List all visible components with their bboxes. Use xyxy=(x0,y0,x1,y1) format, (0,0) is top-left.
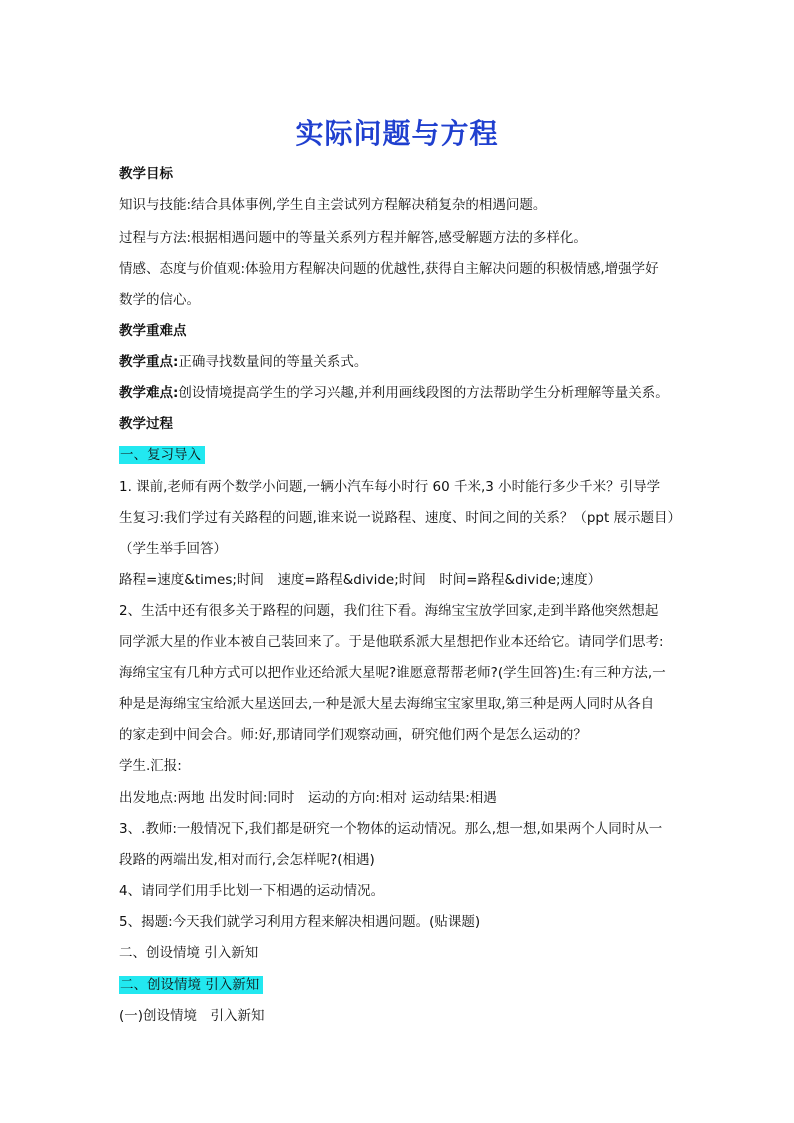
key-point xyxy=(119,353,689,371)
difficulty-point xyxy=(119,384,689,402)
p5-line: 5、揭题:今天我们就学习利用方程来解决相遇问题。(贴课题) xyxy=(119,914,481,930)
p1-line-2: 生复习:我们学过有关路程的问题,谁来说一说路程、速度、时间之间的关系？（ppt 展示题目） xyxy=(119,510,682,526)
goal-heading: 教学目标 xyxy=(119,166,173,182)
formula-line: 路程=速度&times;时间 速度=路程&divide;时间 时间=路程&divide;速度） xyxy=(119,572,602,588)
process-heading: 教学过程 xyxy=(119,416,173,432)
goal-process: 过程与方法:根据相遇问题中的等量关系列方程并解答,感受解题方法的多样化。 xyxy=(119,230,587,246)
document-title: 实际问题与方程 xyxy=(295,117,499,150)
difficulty-text: 创设情境提高学生的学习兴趣,并利用画线段图的方法帮助学生分析理解等量关系。 xyxy=(178,385,669,401)
p3-line-2: 段路的两端出发,相对而行,会怎样呢?(相遇) xyxy=(119,852,375,868)
goal-knowledge: 知识与技能:结合具体事例,学生自主尝试列方程解决稍复杂的相遇问题。 xyxy=(119,197,547,213)
key-point-label: 教学重点: xyxy=(119,354,179,370)
difficulty-label: 教学难点: xyxy=(119,385,179,401)
p1-line-1: 1. 课前,老师有两个数学小问题,一辆小汽车每小时行 60 千米,3 小时能行多少千米？引导学 xyxy=(119,479,661,495)
p2-line-1: 2、生活中还有很多关于路程的问题，我们往下看。海绵宝宝放学回家,走到半路他突然想起 xyxy=(119,603,659,619)
student-report: 学生.汇报: xyxy=(119,758,182,774)
part2-plain-heading: 二、创设情境 引入新知 xyxy=(119,945,259,961)
report-detail: 出发地点:两地 出发时间:同时 运动的方向:相对 运动结果:相遇 xyxy=(119,790,497,806)
p3-line-1: 3、.教师:一般情况下,我们都是研究一个物体的运动情况。那么,想一想,如果两个人同时从一 xyxy=(119,821,663,837)
part1-heading-row xyxy=(119,446,689,464)
part2-heading: 二、创设情境 引入新知 xyxy=(119,976,263,994)
part1-heading: 一、复习导入 xyxy=(119,446,205,464)
key-heading: 教学重难点 xyxy=(119,323,187,339)
p2-line-4: 种是是海绵宝宝给派大星送回去,一种是派大星去海绵宝宝家里取,第三种是两人同时从各自 xyxy=(119,696,655,712)
sub1-heading: (一)创设情境 引入新知 xyxy=(119,1008,265,1024)
part2-heading-row xyxy=(119,976,689,994)
p1-line-3: （学生举手回答） xyxy=(119,541,227,557)
key-point-text: 正确寻找数量间的等量关系式。 xyxy=(178,354,368,370)
p2-line-5: 的家走到中间会合。师:好,那请同学们观察动画，研究他们两个是怎么运动的？ xyxy=(119,727,587,743)
goal-emotion-line-2: 数学的信心。 xyxy=(119,292,200,308)
p4-line: 4、请同学们用手比划一下相遇的运动情况。 xyxy=(119,883,385,899)
p2-line-2: 同学派大星的作业本被自己装回来了。于是他联系派大星想把作业本还给它。请同学们思考: xyxy=(119,634,664,650)
p2-line-3: 海绵宝宝有几种方式可以把作业还给派大星呢?谁愿意帮帮老师?(学生回答)生:有三种方法,一 xyxy=(119,665,666,681)
goal-emotion-line-1: 情感、态度与价值观:体验用方程解决问题的优越性,获得自主解决问题的积极情感,增强学好 xyxy=(119,261,659,277)
